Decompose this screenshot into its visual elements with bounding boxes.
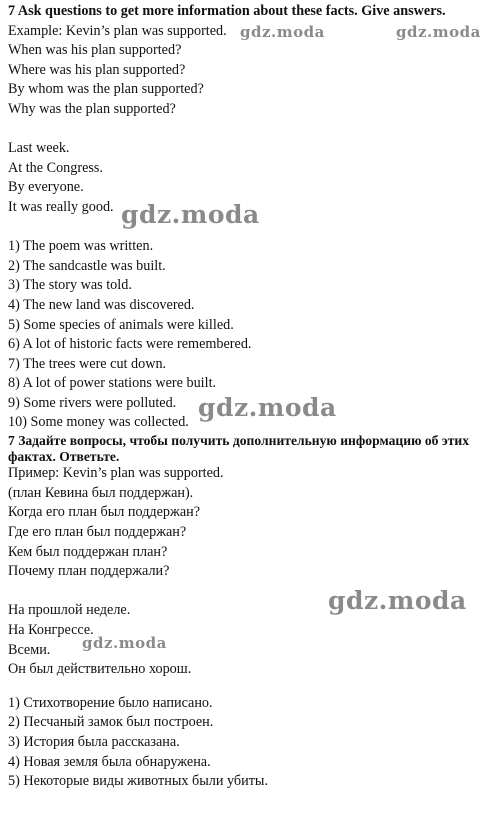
list-item-ru: 1) Стихотворение было написано. (8, 694, 213, 711)
list-item: 8) A lot of power stations were built. (8, 375, 217, 392)
answer-line: At the Congress. (8, 159, 103, 176)
exercise-heading-ru: 7 Задайте вопросы, чтобы получить дополнительную информацию об этих фактах. Ответьте. (8, 433, 470, 464)
watermark: gdz.moda (121, 200, 260, 229)
answer-line: By everyone. (8, 179, 84, 196)
question-line: When was his plan supported? (8, 42, 182, 59)
list-item: 1) The poem was written. (8, 238, 154, 255)
answer-line-ru: На прошлой неделе. (8, 602, 131, 619)
example-en: Example: Kevin’s plan was supported. (8, 22, 227, 39)
list-item-ru: 3) История была рассказана. (8, 733, 180, 750)
question-line-ru: Где его план был поддержан? (8, 524, 187, 541)
watermark: gdz.moda (396, 23, 481, 41)
list-item-ru: 4) Новая земля была обнаружена. (8, 753, 211, 770)
watermark: gdz.moda (328, 586, 467, 615)
question-line-ru: Кем был поддержан план? (8, 543, 168, 560)
question-line-ru: Почему план поддержали? (8, 563, 170, 580)
list-item-ru: 2) Песчаный замок был построен. (8, 714, 214, 731)
list-item: 9) Some rivers were polluted. (8, 394, 177, 411)
question-line-ru: Когда его план был поддержан? (8, 504, 201, 521)
answer-line: Last week. (8, 140, 70, 157)
list-item: 3) The story was told. (8, 277, 132, 294)
answer-line-ru: Всеми. (8, 641, 51, 658)
list-item: 4) The new land was discovered. (8, 296, 195, 313)
watermark: gdz.moda (82, 634, 167, 652)
list-item: 5) Some species of animals were killed. (8, 316, 234, 333)
list-item: 7) The trees were cut down. (8, 355, 167, 372)
question-line: Why was the plan supported? (8, 100, 176, 117)
list-item: 2) The sandcastle was built. (8, 257, 166, 274)
list-item: 10) Some money was collected. (8, 414, 189, 431)
question-line: Where was his plan supported? (8, 61, 186, 78)
answer-line-ru: На Конгрессе. (8, 622, 94, 638)
answer-line: It was really good. (8, 198, 114, 215)
list-item-ru: 5) Некоторые виды животных были убиты. (8, 773, 268, 790)
list-item: 6) A lot of historic facts were remembered. (8, 336, 252, 353)
watermark: gdz.moda (198, 393, 337, 422)
answer-line-ru: Он был действительно хорош. (8, 661, 192, 678)
exercise-heading-en: 7 Ask questions to get more information about these facts. Give answers. (8, 3, 446, 19)
example-translation-ru: (план Кевина был поддержан). (8, 484, 194, 501)
watermark: gdz.moda (240, 23, 325, 41)
question-line: By whom was the plan supported? (8, 81, 204, 98)
example-ru: Пример: Kevin’s plan was supported. (8, 465, 224, 482)
